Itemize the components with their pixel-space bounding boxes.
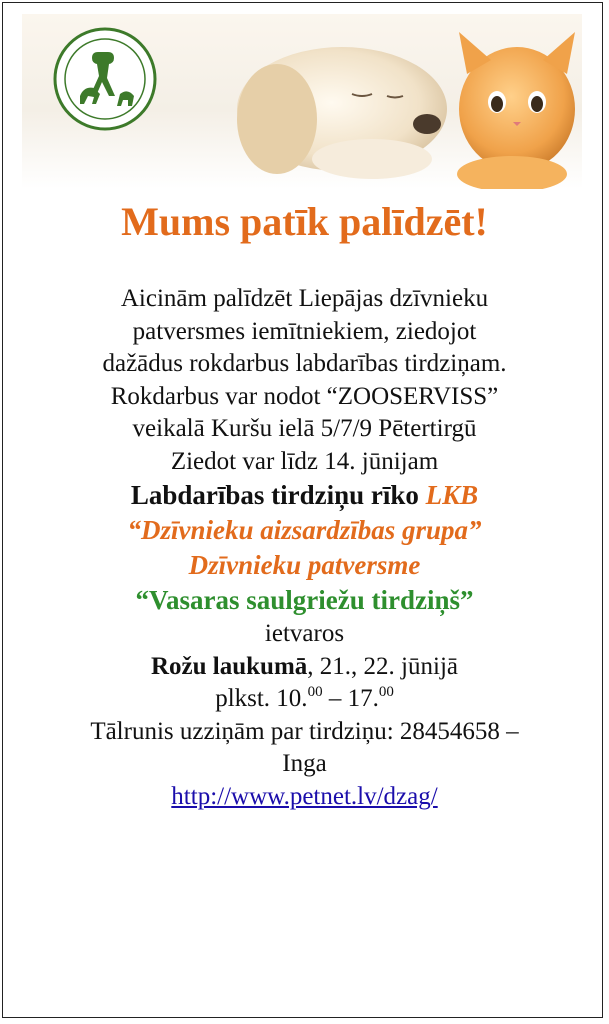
- intro-line: Rokdarbus var nodot “ZOOSERVISS”: [110, 382, 499, 410]
- intro-line: veikalā Kuršu ielā 5/7/9 Pētertirgū: [132, 415, 477, 442]
- event-place-line: [0, 651, 609, 684]
- event-dates: , 21., 22. jūnijā: [307, 652, 458, 680]
- event-time-start-minutes: 00: [307, 684, 323, 700]
- intro-line: Ziedot var līdz 14. jūnijam: [170, 447, 439, 475]
- contact-name: Inga: [282, 750, 327, 777]
- organizer-lkb: LKB: [425, 480, 479, 510]
- event-time-end-minutes: 00: [378, 684, 394, 700]
- event-within: ietvaros: [264, 620, 345, 647]
- flyer-text: [0, 283, 609, 813]
- organizer-shelter: Dzīvnieku patversme: [188, 550, 421, 580]
- organizer-lead: Labdarības tirdziņu rīko: [130, 480, 426, 510]
- puppy-and-kitten-image: [222, 14, 582, 189]
- organizer-line: [0, 478, 609, 513]
- event-time-end: – 17.: [322, 685, 379, 712]
- contact-phone: Tālrunis uzziņām par tirdziņu: 28454658 –: [90, 717, 519, 745]
- website-link[interactable]: http://www.petnet.lv/dzag/: [171, 782, 438, 810]
- intro-line: Aicinām palīdzēt Liepājas dzīvnieku: [120, 285, 489, 312]
- event-time-start: plkst. 10.: [215, 685, 308, 712]
- header-banner: [22, 14, 582, 189]
- society-logo-icon: [50, 24, 160, 134]
- flyer-body: [0, 195, 609, 813]
- flyer-headline: Mums patīk palīdzēt!: [121, 199, 488, 244]
- event-place: Rožu laukumā: [151, 652, 308, 680]
- event-time-line: [0, 683, 609, 716]
- intro-line: patversmes iemītniekiem, ziedojot: [132, 317, 477, 345]
- intro-line: dažādus rokdarbus labdarības tirdziņam.: [102, 350, 507, 377]
- event-name: “Vasaras saulgriežu tirdziņš”: [135, 585, 474, 615]
- organizer-group: “Dzīvnieku aizsardzības grupa”: [127, 515, 482, 545]
